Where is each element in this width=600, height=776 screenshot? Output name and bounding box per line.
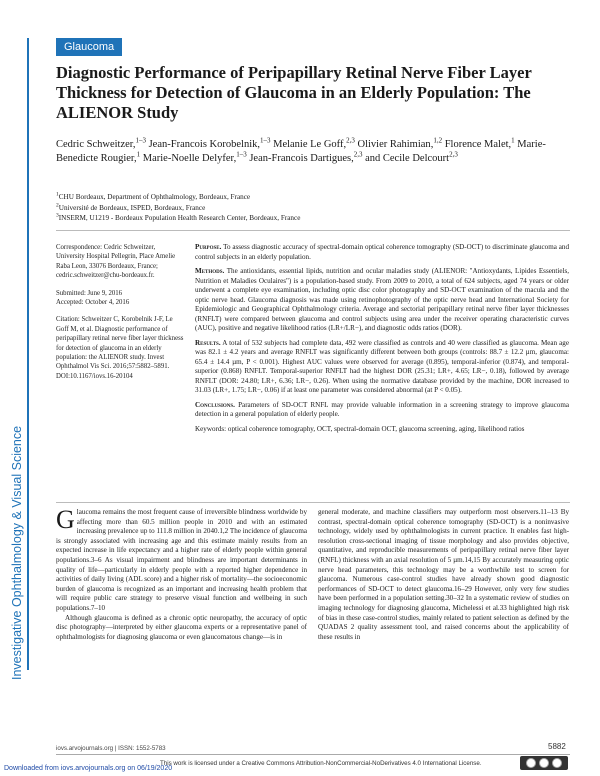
nc-icon [552,758,562,768]
abstract [195,243,569,439]
author-affiliation-marker: 1,2 [433,136,443,145]
intro-paragraph-1-text: laucoma remains the most frequent cause of irreversible blindness worldwide by affecting more than 60.5 million people in 2010 and with an estimated increasing prevalence up to 111.8 million in 2040.1,2 The incidence of glaucoma is strongly associated with increasing age and this estimate mainly results from an expected increase in life expectancy and a higher rate of elderly people within general populations.3–6 As visual impairment and blindness are important determinants in quality of life—particularly in elderly people with a reported higher dependence in activities of daily living (ADL score) and a higher risk of mortality—the socioeconomic burden of glaucoma is recognized as an important and increasing health problem that will require public care strategy to preserve visual function and wellbeing in such populations.7–10 [56,508,307,612]
affiliation [56,192,556,203]
author-affiliation-marker: 1–3 [135,136,146,145]
accepted-date: Accepted: October 4, 2016 [56,299,130,307]
author-name: Florence Malet [444,139,509,150]
affiliation-list [56,192,556,224]
author-name: Jean-Francois Korobelnik [148,139,258,150]
author-affiliation-marker: 1–3 [259,136,271,145]
citation: Citation: Schweitzer C, Korobelnik J-F, Le Goff M, et al. Diagnostic performance of peripapillary retinal nerve fiber layer thickness for detection of glaucoma in an elderly population: the ALIENOR study. Invest Ophthalmol Vis Sci. 2016;57:5882–5891. DOI:10.1167/iovs.16-20104 [56,316,184,380]
conclusions-heading: Conclusions. [195,400,235,409]
affiliation-text: CHU Bordeaux, Department of Ophthalmology, Bordeaux, France [58,193,251,201]
purpose-heading: Purpose. [195,243,222,251]
cc-icon [526,758,536,768]
keywords: Keywords: optical coherence tomography, OCT, spectral-domain OCT, glaucoma screening, aging, likelihood ratios [195,424,525,433]
section-tag: Glaucoma [56,38,122,56]
methods-heading: Methods. [195,267,225,275]
page-number: 5882 [548,742,566,751]
author-affiliation-marker: 1–3 [236,150,247,159]
abstract-conclusions [195,401,569,420]
affiliation-text: Université de Bordeaux, ISPED, Bordeaux, France [58,203,206,212]
methods-text: The antioxidants, essential lipids, nutrition and ocular maladies study (ALIENOR: "Antioxydants, Lipides Essentiels, Nutrition et Maladies Oculaires") is a population-based study. From 2009 to 2010, a total of 624 subjects, aged 74 years or older underwent a complete eye examination, including optic disc color photography and SD-OCT examination of the macula and the optic nerve head. Glaucoma diagnosis was made using retinophotography of the optic nerve head and International Society for Epidemiologic and Geographical Ophthalmology criteria. Average and sectorial peripapillary retinal nerve fiber layer thicknesses (RNFLT) were compared between glaucoma and control subjects using area under the receiver operating characteristic curves (AUC), positive and negative likelihood ratios (LR+/LR−), and diagnostic odds ratios (DOR). [195,267,569,332]
author-name: and Cecile Delcourt [365,153,450,164]
results-text: A total of 532 subjects had complete data, 492 were classified as controls and 40 were classified as glaucoma. Mean age was 82.1 ± 4.2 years and average RNFLT was significantly different between both groups (controls: 88.7 ± 12.2 µm, glaucoma: 65.4 ± 14.4 µm, P < 0.001). Highest AUC values were observed for average (0.895), temporal-inferior (0.874), and temporal-superior (0.868) RNFLT. Temporal-superior RNFLT had the highest DOR (25.31; LR+, 4.65; LR−, 0.18), followed by average RNFLT (DOR: 24.80; LR+, 6.36; LR−, 0.26). When using the normative database provided by the machine, DOR increased to 31.03 (LR+, 1.75; LR−, 0.06) if at least one parameter was considered abnormal (at P < 0.05). [195,338,569,394]
download-notice: Downloaded from iovs.arvojournals.org on 06/19/2020 [4,765,173,772]
author-affiliation-marker: 1 [511,136,515,145]
journal-side-rule [27,38,29,670]
affiliation-number: 3 [56,212,59,219]
affiliation-number: 2 [56,202,59,209]
abstract-methods [195,267,569,334]
body-column-left [56,505,307,642]
results-heading: Results. [195,338,221,347]
journal-vertical-title: Investigative Ophthalmology & Visual Science [10,425,24,680]
author-list: Cedric Schweitzer,$^{1-3}$ Jean-Francois Korobelnik,$^{1-3}$ Melanie Le Goff,$^{2,3}$ Olivier Rahimian,$^{1,2}$ Florence Malet,$^1$ Marie-Benedicte Rougier,$^1$ Marie-Noelle Delyfer,$^{1-3}$ Jean-Francois Dartigues,$^{2,3}$ and Cecile Delcourt$^{2,3}$ [56,136,546,164]
author-affiliation-marker: 2,3 [346,136,355,145]
affiliation-number: 1 [56,191,59,198]
affiliation [56,213,556,224]
drop-cap: G [56,505,75,534]
article-info-sidebar [56,243,184,389]
by-icon [539,758,549,768]
author-name: Olivier Rahimian [357,139,431,150]
article-title: Diagnostic Performance of Peripapillary Retinal Nerve Fiber Layer Thickness for Detection of Glaucoma in an Elderly Population: The ALIENOR Study [56,63,532,122]
abstract-divider [56,502,570,503]
intro-paragraph-1 [56,505,307,614]
affiliation [56,203,556,214]
intro-paragraph-3: general moderate, and machine classifiers may outperform most observers.11–13 By contrast, spectral-domain optical coherence tomography (SD-OCT) is a noninvasive technology, widely used by ophthalmologists in current practice. It enables fast high-resolution cross-sectional imaging of tissue morphology and also provides objective, quantitative, and reproducible measurements of peripapillary retinal nerve fiber layer (RNFL) thickness with an axial resolution of 5 µm.14,15 By accurately measuring optic nerve head parameters, this technology may be a worthwhile test to screen for glaucoma. Numerous case-control studies have already shown good diagnostic performances of SD-OCT to detect glaucoma.16–29 However, only very few studies have been performed in a population setting.30–32 In a systematic review of studies on imaging technology for diagnosing glaucoma, Michelessi et al.33 highlighted high risk of bias in these case-control studies, mainly related to patient selection as defined by the QUADAS 2 quality assessment tool, and raised concerns about the applicability of these results in [318,508,569,641]
author-name: Jean-Francois Dartigues [249,153,352,164]
license-text: This work is licensed under a Creative Commons Attribution-NonCommercial-NoDerivatives 4.0 International License. [160,760,482,767]
intro-paragraph-2: Although glaucoma is defined as a chronic optic neuropathy, the accuracy of optic disc photography—interpreted by either glaucoma experts or a representative panel of ophthalmologists for diagnosing glaucoma or even glaucomatous change—is in [56,613,307,641]
body-column-right [318,508,569,642]
conclusions-text: Parameters of SD-OCT RNFL may provide valuable information in a screening strategy to improve glaucoma detection in a general population of elderly people. [195,400,569,418]
author-affiliation-marker: 2,3 [449,150,458,159]
author-name: Marie-Benedicte Rougier [56,139,546,164]
dates [56,289,184,308]
abstract-purpose [195,243,569,262]
correspondence: Correspondence: Cedric Schweitzer, University Hospital Pellegrin, Place Amelie Raba Leon, 33076 Bordeaux, France; cedric.schweitzer@chu-bordeaux.fr. [56,244,176,280]
author-name: Cedric Schweitzer [56,139,133,150]
author-name: Marie-Noelle Delyfer [142,153,234,164]
submitted-date: Submitted: June 9, 2016 [56,289,123,297]
license-divider [56,754,570,755]
affiliation-text: INSERM, U1219 - Bordeaux Population Health Research Center, Bordeaux, France [58,214,301,222]
header-divider [56,230,570,231]
creative-commons-badge-icon[interactable] [520,756,568,770]
purpose-text: To assess diagnostic accuracy of spectral-domain optical coherence tomography (SD-OCT) to discriminate glaucoma and control subjects in an elderly population. [195,243,569,261]
author-name: Melanie Le Goff [273,139,344,150]
journal-footer: iovs.arvojournals.org | ISSN: 1552-5783 [56,745,166,752]
author-affiliation-marker: 1 [136,150,141,159]
abstract-results [195,339,569,396]
author-affiliation-marker: 2,3 [353,150,363,159]
